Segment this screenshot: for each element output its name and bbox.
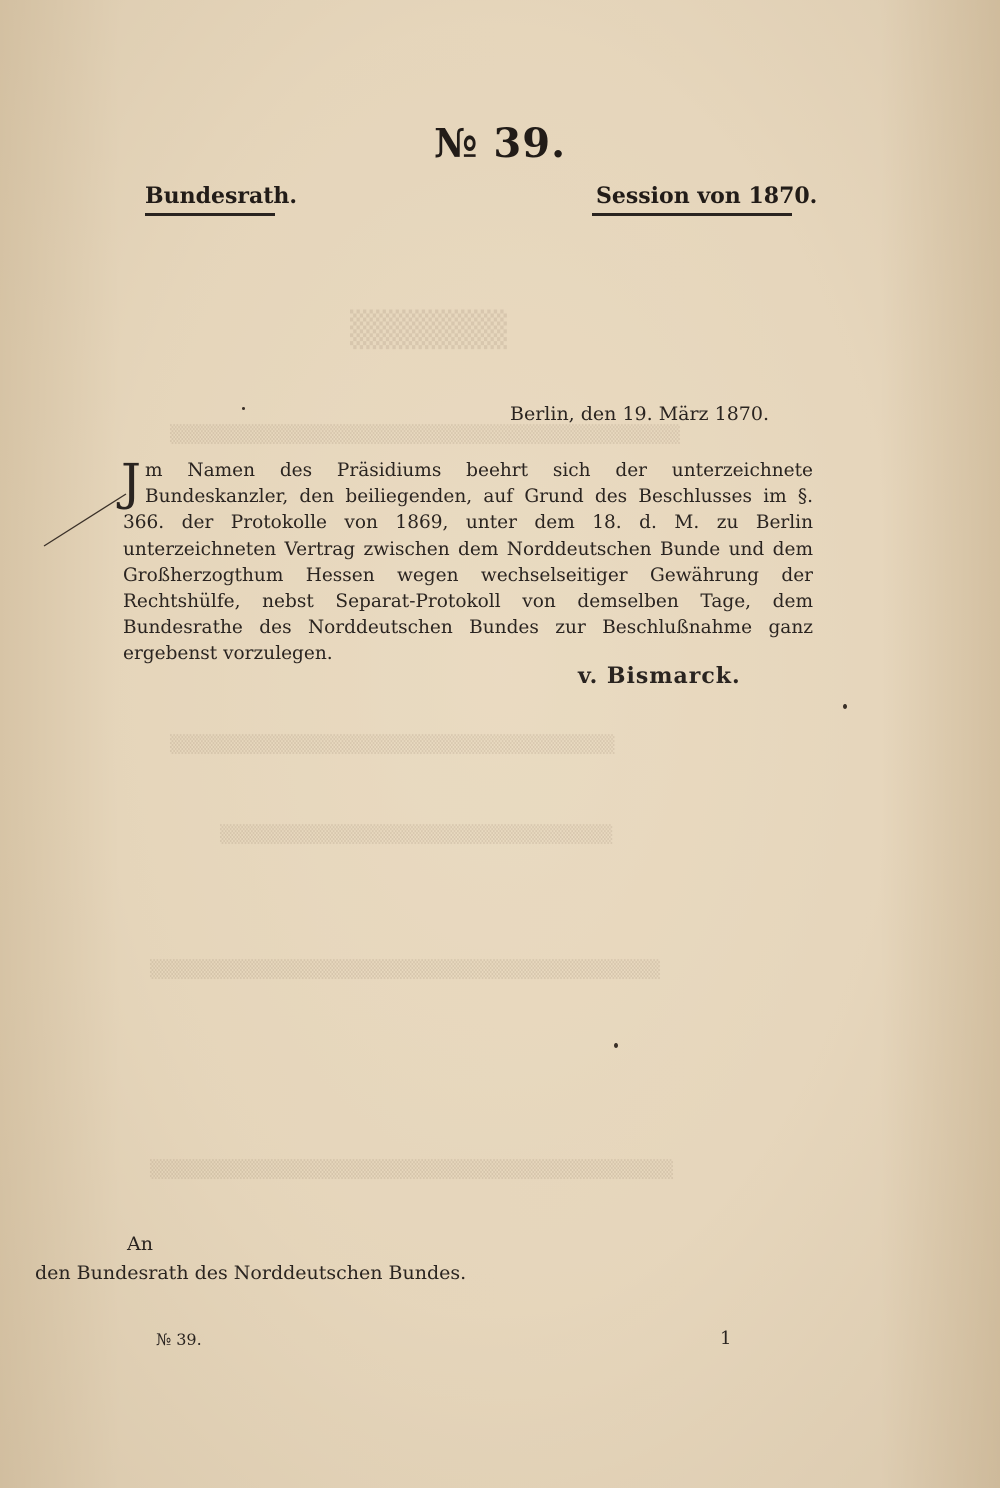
page-number: 1 — [720, 1328, 732, 1349]
header-right-underline — [592, 213, 792, 216]
ink-speck-decoration — [242, 407, 245, 410]
ink-speck-decoration — [614, 1043, 618, 1048]
address-recipient: den Bundesrath des Norddeutschen Bundes. — [35, 1262, 467, 1284]
header-session: Session von 1870. — [596, 183, 818, 209]
header-bundesrath: Bundesrath. — [145, 183, 298, 209]
body-text: m Namen des Präsidiums beehrt sich der unterzeichnete Bundeskanzler, den beiliegenden, auf Grund des Beschlusses im §. 366. der Protokolle von 1869, unter dem 18. d. M. zu Berlin unterzeichneten Vertrag zwischen dem Norddeutschen Bunde und dem Großherzogthum Hessen wegen wechselseitiger Gewährung der Rechtshülfe, nebst Separat-Protokoll von demselben Tage, dem Bundesrathe des Norddeutschen Bundes zur Beschlußnahme ganz ergebenst vorzulegen. — [123, 460, 813, 665]
bleed-through-decoration: ▒▒▒▒▒▒▒▒▒▒▒▒▒▒▒▒▒▒▒▒▒▒▒▒▒▒▒▒▒▒ — [220, 825, 613, 845]
bleed-through-decoration: ▒▒▒▒▒▒▒▒▒▒▒▒▒▒▒▒▒▒▒▒▒▒▒▒▒▒▒▒▒▒▒▒▒▒ — [170, 735, 615, 755]
ink-speck-decoration — [843, 704, 847, 709]
header-left-underline — [145, 213, 275, 216]
bleed-through-decoration: ▒▒▒▒▒▒▒▒▒▒▒▒▒▒▒▒▒▒▒▒▒▒▒▒▒▒▒▒▒▒▒▒▒▒▒▒▒▒▒▒ — [150, 1160, 673, 1180]
body-paragraph — [121, 453, 813, 668]
bleed-through-decoration: ▒▒▒▒▒▒▒▒▒▒▒▒▒▒▒▒▒▒▒▒▒▒▒▒▒▒▒▒▒▒▒▒▒▒▒▒▒▒▒ — [150, 960, 660, 980]
address-salutation: An — [127, 1233, 153, 1255]
bleed-through-decoration: ▒▒▒▒▒▒▒▒▒▒▒▒▒▒▒▒▒▒▒▒▒▒▒▒▒▒▒▒▒▒▒▒▒▒▒▒▒▒▒ — [170, 425, 680, 445]
footer-document-number: № 39. — [156, 1330, 202, 1349]
document-number: № 39. — [434, 120, 566, 167]
bleed-through-decoration: ▒▒▒▒▒▒ — [350, 310, 507, 350]
pen-mark-decoration — [40, 490, 130, 550]
drop-cap: J — [121, 453, 142, 511]
dateline: Berlin, den 19. März 1870. — [510, 403, 770, 425]
signature: v. Bismarck. — [578, 663, 741, 689]
